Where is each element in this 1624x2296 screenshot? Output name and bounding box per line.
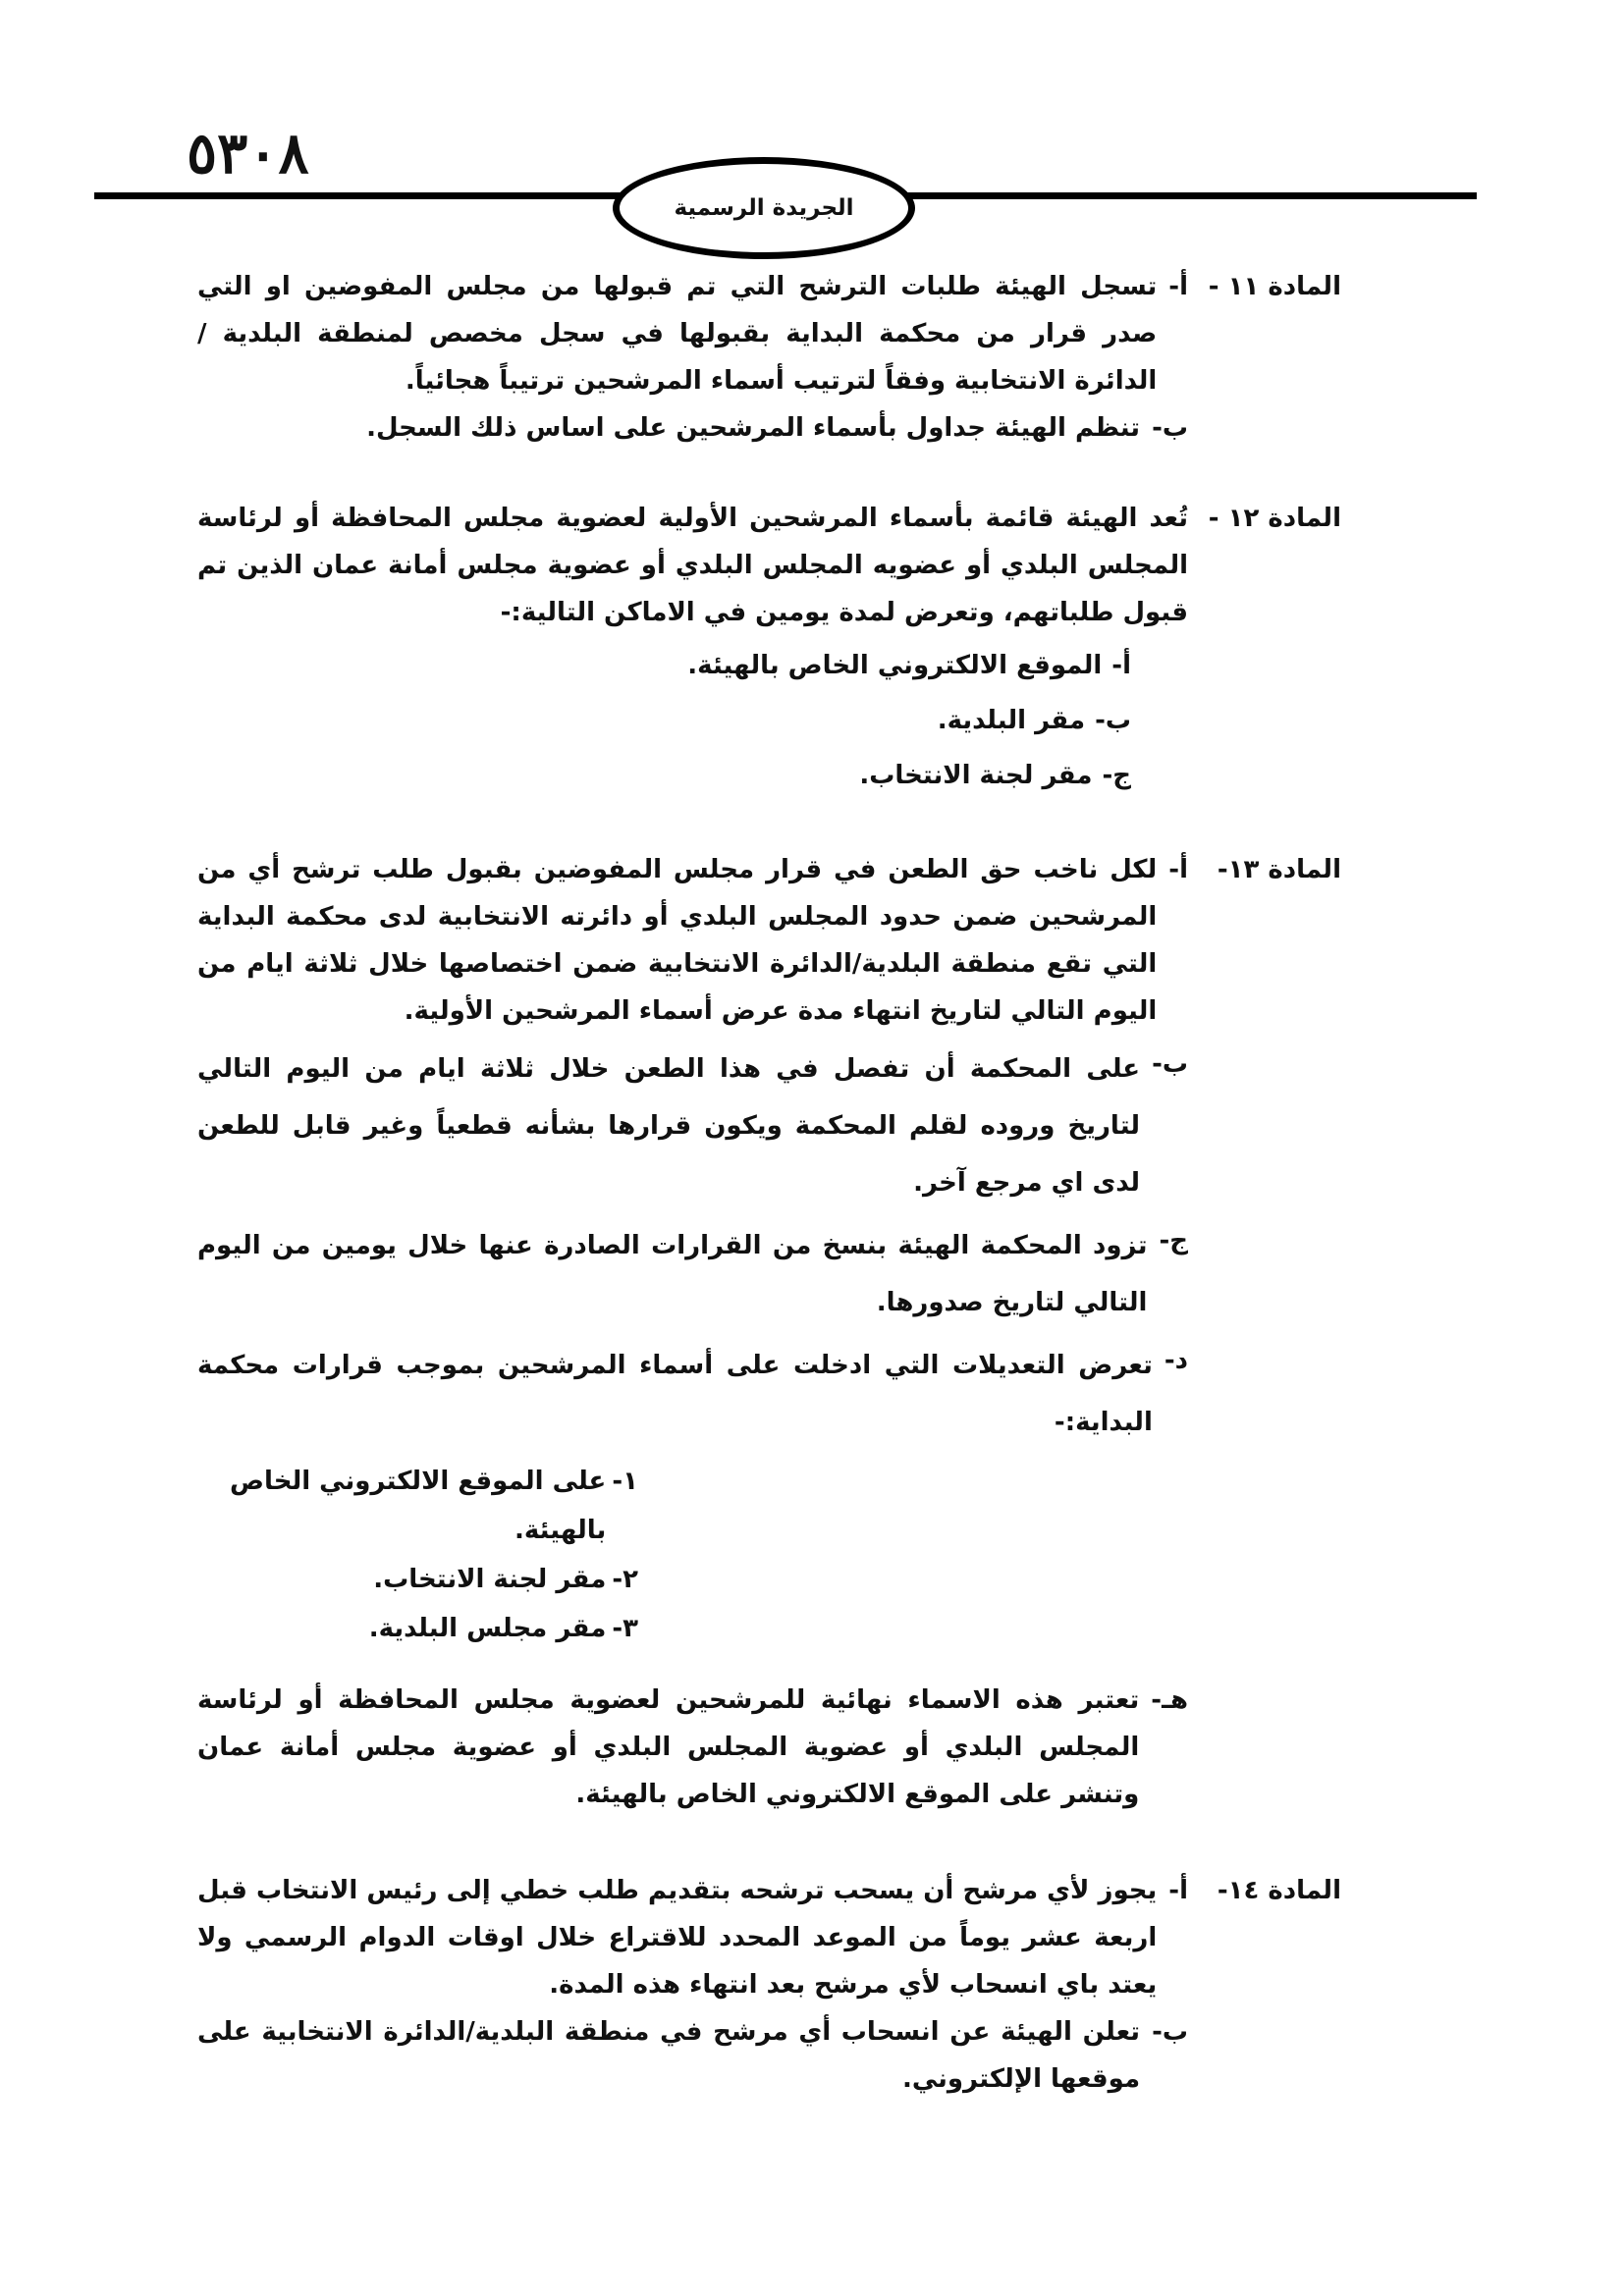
item-text: الموقع الالكتروني الخاص بالهيئة. — [687, 651, 1103, 680]
clause-text: يجوز لأي مرشح أن يسحب ترشحه بتقديم طلب خطي إلى رئيس الانتخاب قبل اربعة عشر يوماً من الموعد المحدد للاقتراع خلال اوقات الدوام الرسمي ولا يعتد باي انسحاب لأي مرشح بعد انتهاء هذه المدة. — [197, 1876, 1158, 2000]
clause-text: تسجل الهيئة طلبات الترشح التي تم قبولها من مجلس المفوضين او التي صدر قرار من محكمة البداية بقبولها في سجل مخصص لمنطقة البلدية / الدائرة الانتخابية وفقاً لترتيب أسماء المرشحين ترتيباً هجائياً. — [197, 272, 1158, 396]
clause-marker: أ- — [1168, 272, 1188, 301]
item-marker: ٣- — [612, 1614, 638, 1643]
article-12 — [197, 495, 1341, 803]
article-11 — [197, 263, 1341, 452]
item-text: مقر لجنة الانتخاب. — [373, 1565, 607, 1594]
list-item — [197, 1604, 638, 1653]
clause-marker: ب- — [1152, 413, 1188, 443]
item-marker: أ- — [1111, 651, 1131, 680]
article-label: المادة ١٣- — [1217, 855, 1341, 884]
item-text: مقر مجلس البلدية. — [368, 1614, 607, 1643]
article-body — [197, 263, 1188, 452]
list-item — [197, 1457, 638, 1555]
clause-marker: د- — [1164, 1346, 1188, 1375]
item-marker: ٢- — [612, 1565, 638, 1594]
article-body — [197, 495, 1188, 803]
clause — [197, 404, 1188, 452]
clause-text: لكل ناخب حق الطعن في قرار مجلس المفوضين بقبول طلب ترشح أي من المرشحين ضمن حدود المجلس البلدي أو دائرته الانتخابية لدى محكمة البداية التي تقع منطقة البلدية/الدائرة الانتخابية ضمن اختصاصها خلال ثلاثة ايام من اليوم التالي لتاريخ انتهاء مدة عرض أسماء المرشحين الأولية. — [197, 855, 1158, 1026]
item-marker: ١- — [612, 1467, 638, 1496]
item-text: مقر لجنة الانتخاب. — [859, 761, 1093, 790]
publication-title: الجريدة الرسمية — [674, 195, 854, 221]
list-item — [197, 638, 1188, 693]
clause — [197, 1217, 1188, 1331]
clause-text: على المحكمة أن تفصل في هذا الطعن خلال ثلاثة ايام من اليوم التالي لتاريخ وروده لقلم المحكمة ويكون قرارها بشأنه قطعياً وغير قابل للطعن لدى اي مرجع آخر. — [197, 1054, 1141, 1198]
list-item — [197, 1555, 638, 1604]
clause — [197, 846, 1188, 1035]
article-intro: تُعد الهيئة قائمة بأسماء المرشحين الأولية لعضوية مجلس المحافظة أو لرئاسة المجلس البلدي أو عضويه المجلس البلدي أو عضوية مجلس أمانة عمان الذين تم قبول طلباتهم، وتعرض لمدة يومين في الاماكن التالية:- — [197, 504, 1188, 627]
clause-text: تعرض التعديلات التي ادخلت على أسماء المرشحين بموجب قرارات محكمة البداية:- — [197, 1351, 1153, 1437]
clause — [197, 1337, 1188, 1451]
location-list — [197, 638, 1188, 803]
clause — [197, 1867, 1188, 2008]
clause-marker: ب- — [1152, 1049, 1188, 1079]
article-body — [197, 1867, 1188, 2103]
clause-text: تنظم الهيئة جداول بأسماء المرشحين على اساس ذلك السجل. — [366, 413, 1141, 443]
clause-text: تعلن الهيئة عن انسحاب أي مرشح في منطقة البلدية/الدائرة الانتخابية على موقعها الإلكتروني. — [197, 2017, 1141, 2094]
clause-marker: ج- — [1159, 1226, 1188, 1255]
article-14 — [197, 1867, 1341, 2103]
article-body — [197, 846, 1188, 1824]
clause-marker: أ- — [1168, 855, 1188, 884]
clause — [197, 2008, 1188, 2103]
clause-text: تزود المحكمة الهيئة بنسخ من القرارات الصادرة عنها خلال يومين من اليوم التالي لتاريخ صدورها. — [197, 1231, 1148, 1317]
article-label: المادة ١٢ - — [1208, 504, 1341, 533]
clause-marker: ب- — [1152, 2017, 1188, 2047]
list-item — [197, 693, 1188, 748]
clause-text: تعتبر هذه الاسماء نهائية للمرشحين لعضوية مجلس المحافظة أو لرئاسة المجلس البلدي أو عضوية المجلس البلدي أو عضوية مجلس أمانة عمان وتنشر على الموقع الالكتروني الخاص بالهيئة. — [197, 1685, 1140, 1809]
article-label: المادة ١١ - — [1208, 272, 1341, 301]
article-label: المادة ١٤- — [1217, 1876, 1341, 1905]
page-number: ٥٣٠٨ — [187, 122, 309, 186]
clause-marker: أ- — [1168, 1876, 1188, 1905]
list-item — [197, 748, 1188, 803]
document-body — [197, 263, 1341, 2146]
item-text: مقر البلدية. — [937, 706, 1086, 735]
clause — [197, 1041, 1188, 1211]
clause-marker: هـ- — [1151, 1685, 1188, 1715]
display-location-list — [197, 1457, 1188, 1653]
item-marker: ج- — [1102, 761, 1131, 790]
publication-title-oval — [613, 157, 915, 259]
item-marker: ب- — [1095, 706, 1131, 735]
clause — [197, 263, 1188, 404]
article-13 — [197, 846, 1341, 1824]
item-text: على الموقع الالكتروني الخاص بالهيئة. — [229, 1467, 607, 1545]
clause — [197, 1677, 1188, 1818]
